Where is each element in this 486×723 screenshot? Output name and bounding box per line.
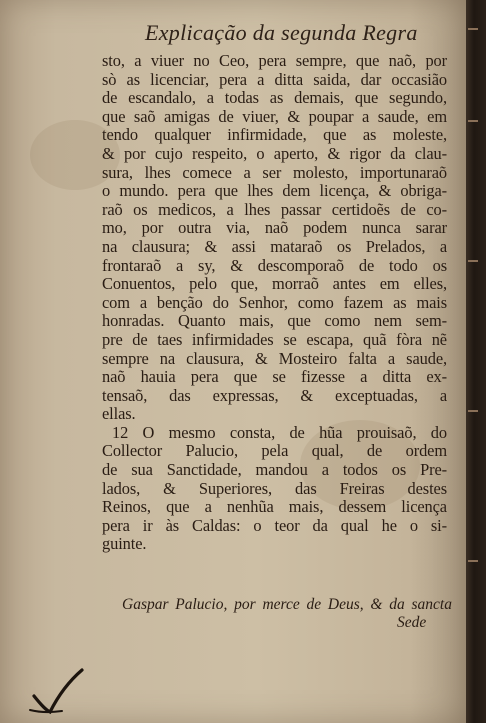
text-line: & por cujo respeito, o aperto, & rigor da clau- (102, 143, 447, 163)
text-line: com a benção do Senhor, como fazem as mais (102, 292, 447, 312)
text-line: sura, lhes comece a ser molesto, importunaraõ (102, 162, 447, 182)
page-edge-mark (468, 260, 478, 262)
text-line: tendo qualquer infirmidade, que as moleste, (102, 125, 447, 145)
text-line: pre de taes infirmidades se escapa, quã fòra nẽ (102, 329, 447, 349)
page-edge-mark (468, 410, 478, 412)
text-line: de sua Sanctidade, mandou a todos os Pre- (102, 460, 447, 480)
text-line: guinte. (102, 534, 147, 554)
signature-line: Gaspar Palucio, por merce de Deus, & da sancta (122, 596, 452, 613)
text-line: sempre na clausura, & Mosteiro falta a saude, (102, 348, 447, 368)
handwritten-check-mark-icon (28, 666, 88, 716)
page-edge-mark (468, 120, 478, 122)
text-line: na clausura; & assi mataraõ os Prelados, a (102, 236, 447, 256)
text-line: Collector Palucio, pela qual, de ordem (102, 441, 447, 461)
page-edge-mark (468, 560, 478, 562)
running-head: Explicação da segunda Regra (145, 20, 418, 45)
text-line: Reinos, que a nenhũa mais, dessem licença (102, 497, 447, 517)
text-line: lados, & Superiores, das Freiras destes (102, 478, 447, 498)
text-line: pera ir às Caldas: o teor da qual he o si- (102, 515, 447, 535)
page-edge-mark (468, 28, 478, 30)
text-line: ellas. (102, 404, 136, 424)
text-line: honradas. Quanto mais, que como nem sem- (102, 311, 447, 331)
text-line: frontaraõ a sy, & descomporaõ de todo os (102, 255, 447, 275)
text-line: mo, por outra via, naõ podem nunca sarar (102, 218, 447, 238)
text-line: que saõ amigas de viuer, & poupar a saude, em (102, 106, 447, 126)
text-line: sò as licenciar, pera a ditta saida, dar occasião (102, 69, 447, 89)
text-line: naõ hauia pera que se fizesse a ditta ex- (102, 367, 447, 387)
body-text (102, 52, 447, 554)
catchword: Sede (397, 614, 427, 631)
adjacent-page-edge (466, 0, 486, 723)
paragraph-start-line: 12 O mesmo consta, de hũa prouisaõ, do (112, 422, 447, 442)
text-line: raõ os medicos, a lhes passar certidoẽs de co- (102, 199, 447, 219)
text-line: Conuentos, pelo que, morraõ antes em elles, (102, 274, 447, 294)
text-line: de escandalo, a todas as demais, que segundo, (102, 88, 447, 108)
text-line: tensaõ, das expressas, & exceptuadas, a (102, 385, 447, 405)
text-line: sto, a viuer no Ceo, pera sempre, que naõ, por (102, 51, 447, 70)
text-line: o mundo. pera que lhes dem licença, & obriga- (102, 181, 447, 201)
